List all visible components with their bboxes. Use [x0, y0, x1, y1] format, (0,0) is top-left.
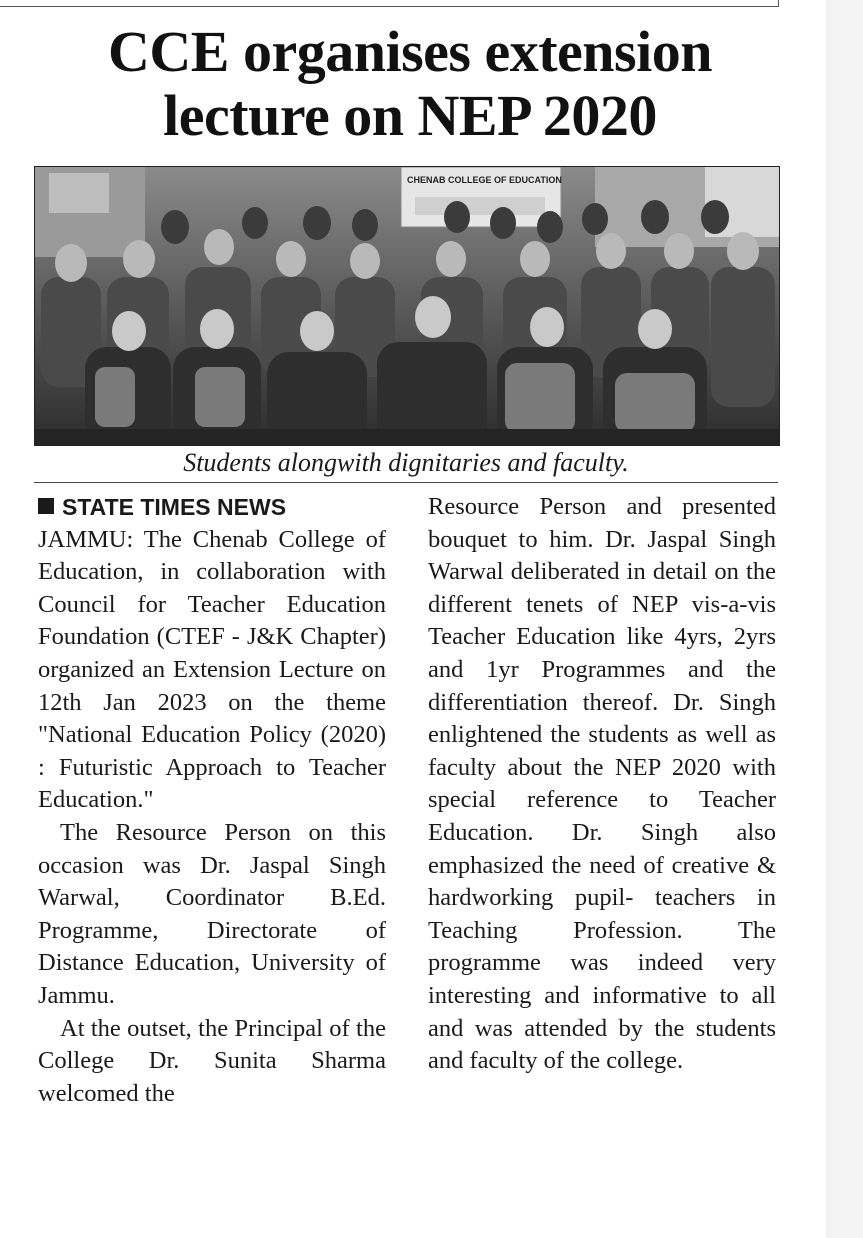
group-photo — [34, 166, 780, 446]
headline: CCE organises extension lecture on NEP 2020 — [108, 19, 712, 148]
page-margin — [826, 0, 863, 1238]
photo-caption: Students alongwith dignitaries and faculty. — [183, 448, 629, 477]
paragraph: At the outset, the Principal of the College Dr. Sunita Sharma welcomed the — [38, 1014, 386, 1107]
caption-divider — [34, 482, 778, 483]
top-border-rule — [0, 0, 779, 7]
byline — [38, 491, 386, 524]
paragraph: The Resource Person on this occasion was Dr. Jaspal Singh Warwal, Coordinator B.Ed. Programme, Directorate of Distance Education, University of Jammu. — [38, 818, 386, 1009]
paragraph: JAMMU: The Chenab College of Education, in collaboration with Council for Teacher Education Foundation (CTEF - J&K Chapter) organized an Extension Lecture on 12th Jan 2023 on the theme "National Education Policy (2020) : Futuristic Approach to Teacher Education." — [38, 525, 386, 814]
byline-text: STATE TIMES NEWS — [62, 494, 287, 520]
article-column-left — [38, 491, 386, 1110]
banner-text: CHENAB COLLEGE OF EDUCATION — [407, 175, 562, 185]
article-column-right — [428, 491, 776, 1078]
paragraph: Resource Person and presented bouquet to him. Dr. Jaspal Singh Warwal deliberated in detail on the different tenets of NEP vis-a-vis Teacher Education like 4yrs, 2yrs and 1yr Programmes and the differentiation thereof. Dr. Singh enlightened the students as well as faculty about the NEP 2020 with special reference to Teacher Education. Dr. Singh also emphasized the need of creative & hardworking pupil- teachers in Teaching Profession. The programme was indeed very interesting and informative to all and was attended by the students and faculty of the college. — [428, 493, 776, 1075]
byline-square-icon — [38, 498, 54, 514]
